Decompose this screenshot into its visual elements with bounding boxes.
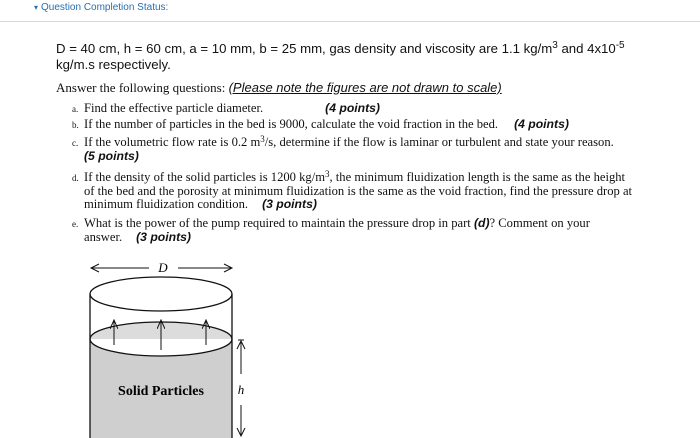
cylinder-top bbox=[90, 277, 232, 311]
question-text: If the volumetric flow rate is 0.2 m bbox=[84, 135, 261, 149]
question-letter: b. bbox=[72, 120, 79, 130]
question-points: (4 points) bbox=[514, 117, 569, 131]
question-text: What is the power of the pump required to maintain the pressure drop in part bbox=[84, 216, 474, 230]
given-line2: kg/m.s respectively. bbox=[56, 57, 171, 72]
given-exp1: 3 bbox=[552, 40, 558, 51]
d-label: D bbox=[158, 260, 168, 275]
question-ref: (d) bbox=[473, 216, 490, 230]
instructions-prefix: Answer the following questions: bbox=[56, 80, 229, 95]
question-letter: c. bbox=[72, 138, 79, 148]
solid-particles-label: Solid Particles bbox=[118, 384, 204, 399]
question-points: (3 points) bbox=[262, 197, 317, 211]
chevron-down-icon: ▾ bbox=[34, 3, 39, 12]
question-text: If the density of the solid particles is 1200 kg/m bbox=[84, 170, 325, 184]
question-letter: e. bbox=[72, 219, 79, 229]
question-text-cont: , the minimum fluidization length is the same as the height bbox=[329, 170, 626, 184]
figure-note: (Please note the figures are not drawn to scale) bbox=[228, 80, 502, 95]
question-points: (4 points) bbox=[325, 101, 380, 115]
question-points: (3 points) bbox=[136, 230, 191, 244]
given-exp2: -5 bbox=[615, 40, 625, 51]
question-d-line3: minimum fluidization condition. bbox=[84, 197, 249, 211]
question-d-line2: of the bed and the porosity at minimum fluidization is the same as the void fraction, find the pressure drop at bbox=[84, 184, 633, 198]
question-text-cont: /s, determine if the flow is laminar or turbulent and state your reason. bbox=[264, 135, 614, 149]
question-e-line2: answer. bbox=[84, 230, 123, 244]
given-part2: and 4x10 bbox=[557, 41, 616, 56]
question-exp: 3 bbox=[325, 169, 330, 179]
question-text: If the number of particles in the bed is 9000, calculate the void fraction in the bed. bbox=[84, 117, 499, 131]
h-label: h bbox=[237, 382, 245, 397]
given-part1: D = 40 cm, h = 60 cm, a = 10 mm, b = 25 mm, gas density and viscosity are 1.1 kg/m bbox=[56, 41, 553, 56]
question-letter: a. bbox=[72, 104, 79, 114]
question-letter: d. bbox=[72, 173, 79, 183]
question-exp: 3 bbox=[260, 134, 265, 144]
question-text: Find the effective particle diameter. bbox=[84, 101, 264, 115]
question-text-cont: ? Comment on your bbox=[489, 216, 590, 230]
status-label: Question Completion Status: bbox=[41, 2, 169, 13]
question-points: (5 points) bbox=[84, 149, 139, 163]
